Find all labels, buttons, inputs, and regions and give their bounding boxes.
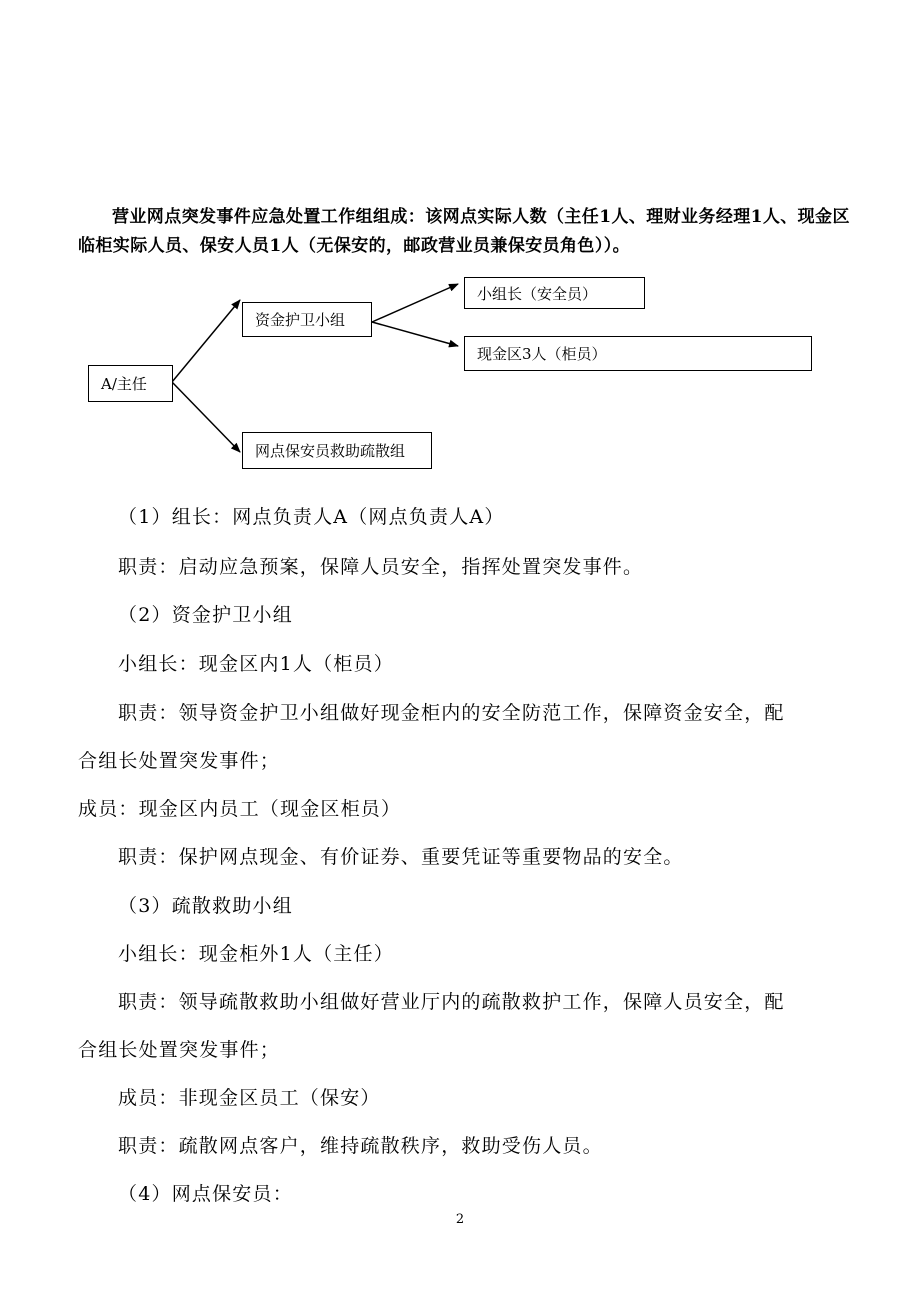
arrow-fund-guard-to-cash-area (372, 322, 458, 346)
org-box-fund-guard: 资金护卫小组 (242, 302, 372, 337)
arrow-fund-guard-to-team-leader (372, 284, 458, 322)
paragraph-evacuation-members: 成员：非现金区员工（保安） (118, 1087, 381, 1109)
paragraph-fund-guard-duty-cont: 合组长处置突发事件； (78, 750, 281, 772)
paragraph-evacuation-members-duty: 职责：疏散网点客户，维持疏散秩序，救助受伤人员。 (118, 1135, 603, 1157)
page-number: 2 (455, 1212, 465, 1227)
paragraph-fund-guard-members: 成员：现金区内员工（现金区柜员） (78, 798, 402, 820)
paragraph-evacuation-duty-cont: 合组长处置突发事件； (78, 1039, 281, 1061)
paragraph-fund-guard-leader: 小组长：现金区内1人（柜员） (118, 653, 394, 675)
intro-paragraph: 营业网点突发事件应急处置工作组组成：该网点实际人数（主任1人、理财业务经理1人、现金区临柜实际人员、保安人员1人（无保安的，邮政营业员兼保安员角色））。 (78, 207, 850, 256)
paragraph-evacuation-leader: 小组长：现金柜外1人（主任） (118, 943, 394, 965)
paragraph-group-leader: （1）组长：网点负责人A（网点负责人A） (118, 506, 505, 528)
org-box-security-group: 网点保安员救助疏散组 (242, 432, 432, 469)
arrow-root-to-fund-guard (172, 300, 240, 382)
paragraph-fund-guard-heading: （2）资金护卫小组 (118, 604, 293, 626)
org-box-team-leader: 小组长（安全员） (464, 277, 645, 309)
paragraph-evacuation-duty: 职责：领导疏散救助小组做好营业厅内的疏散救护工作，保障人员安全，配 (118, 991, 785, 1013)
org-box-cash-area: 现金区3人（柜员） (464, 336, 812, 371)
paragraph-members-duty: 职责：保护网点现金、有价证券、重要凭证等重要物品的安全。 (118, 846, 684, 868)
paragraph-leader-duty: 职责：启动应急预案，保障人员安全，指挥处置突发事件。 (118, 556, 644, 578)
paragraph-security-heading: （4）网点保安员： (118, 1183, 293, 1205)
paragraph-evacuation-heading: （3）疏散救助小组 (118, 895, 293, 917)
paragraph-fund-guard-duty: 职责：领导资金护卫小组做好现金柜内的安全防范工作，保障资金安全，配 (118, 702, 785, 724)
org-box-root: A/主任 (88, 365, 173, 402)
arrow-root-to-security-group (172, 382, 240, 452)
